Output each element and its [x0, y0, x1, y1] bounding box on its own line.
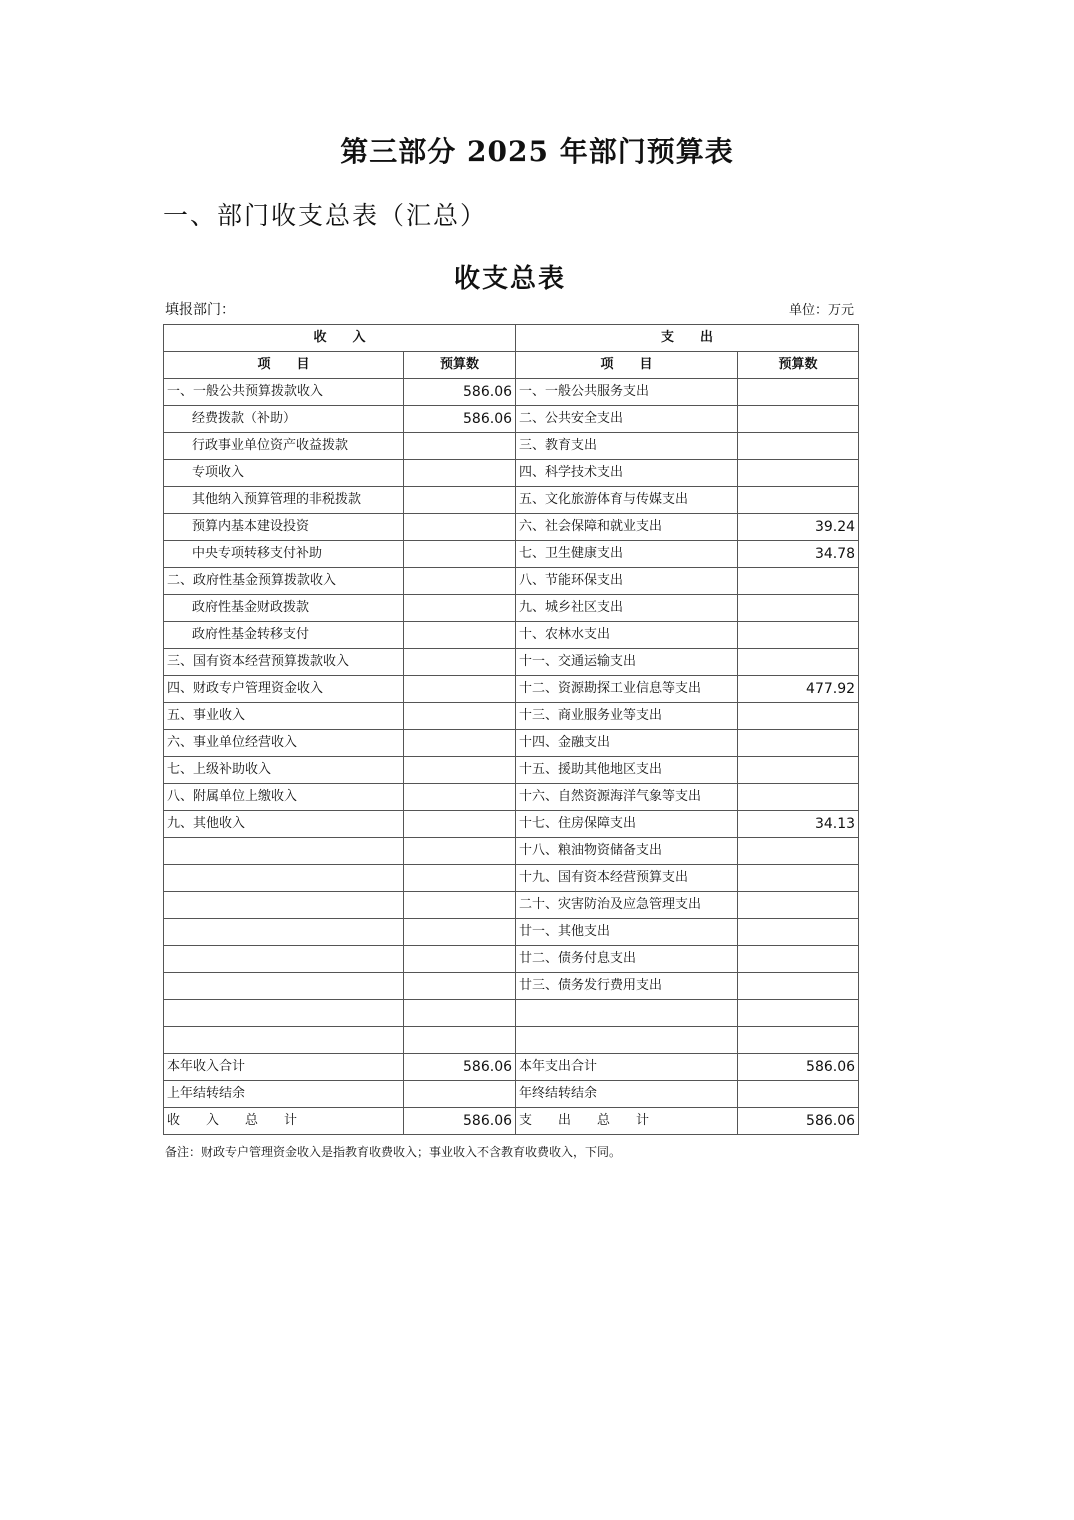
income-item-cell: 上年结转结余: [164, 1081, 404, 1108]
table-row: [164, 595, 859, 622]
income-header: 收 入: [164, 325, 516, 352]
income-value-cell: [404, 595, 516, 622]
expense-value-cell: 34.13: [738, 811, 859, 838]
expense-value-cell: [738, 487, 859, 514]
income-item-cell: [164, 865, 404, 892]
expense-value-cell: [738, 865, 859, 892]
expense-item-cell: 十一、交通运输支出: [516, 649, 738, 676]
expense-item-cell: 廿一、其他支出: [516, 919, 738, 946]
income-value-cell: [404, 730, 516, 757]
expense-item-cell: 十八、粮油物资储备支出: [516, 838, 738, 865]
expense-item-cell: 年终结转结余: [516, 1081, 738, 1108]
expense-value-cell: [738, 757, 859, 784]
income-value-cell: [404, 946, 516, 973]
table-row: [164, 946, 859, 973]
expense-item-cell: 十二、资源勘探工业信息等支出: [516, 676, 738, 703]
table-row: [164, 649, 859, 676]
income-item-cell: 八、附属单位上缴收入: [164, 784, 404, 811]
income-value-cell: [404, 649, 516, 676]
expense-value-cell: [738, 406, 859, 433]
expense-item-cell: 八、节能环保支出: [516, 568, 738, 595]
income-value-cell: [404, 433, 516, 460]
expense-value-cell: [738, 649, 859, 676]
income-item-cell: 二、政府性基金预算拨款收入: [164, 568, 404, 595]
expense-item-cell: 五、文化旅游体育与传媒支出: [516, 487, 738, 514]
expense-item-cell: 廿三、债务发行费用支出: [516, 973, 738, 1000]
table-row: [164, 973, 859, 1000]
expense-value-cell: [738, 568, 859, 595]
table-row: [164, 514, 859, 541]
expense-item-cell: 三、教育支出: [516, 433, 738, 460]
table-row: [164, 1081, 859, 1108]
expense-item-cell: 支 出 总 计: [516, 1108, 738, 1135]
income-item-cell: 七、上级补助收入: [164, 757, 404, 784]
expense-value-cell: 34.78: [738, 541, 859, 568]
table-row: [164, 865, 859, 892]
table-row: [164, 838, 859, 865]
expense-item-cell: 二、公共安全支出: [516, 406, 738, 433]
income-item-cell: 预算内基本建设投资: [164, 514, 404, 541]
expense-value-cell: [738, 1081, 859, 1108]
expense-value-cell: [738, 892, 859, 919]
income-item-cell: [164, 919, 404, 946]
income-value-cell: [404, 622, 516, 649]
expense-value-cell: [738, 460, 859, 487]
income-item-cell: 一、一般公共预算拨款收入: [164, 379, 404, 406]
income-value-cell: [404, 703, 516, 730]
expense-value-cell: [738, 1027, 859, 1054]
expense-value-cell: 477.92: [738, 676, 859, 703]
income-value-cell: [404, 487, 516, 514]
table-row: [164, 568, 859, 595]
expense-value-cell: [738, 622, 859, 649]
income-value-cell: [404, 865, 516, 892]
income-item-cell: 本年收入合计: [164, 1054, 404, 1081]
expense-item-cell: 十四、金融支出: [516, 730, 738, 757]
expense-item-cell: 十三、商业服务业等支出: [516, 703, 738, 730]
expense-budget-header: 预算数: [738, 352, 859, 379]
income-item-cell: [164, 838, 404, 865]
expense-item-cell: 十九、国有资本经营预算支出: [516, 865, 738, 892]
expense-item-cell: 十七、住房保障支出: [516, 811, 738, 838]
income-item-cell: 九、其他收入: [164, 811, 404, 838]
income-value-cell: [404, 1081, 516, 1108]
income-value-cell: [404, 757, 516, 784]
part-title: 第三部分 2025 年部门预算表: [340, 135, 734, 168]
expense-item-cell: 七、卫生健康支出: [516, 541, 738, 568]
expense-value-cell: 586.06: [738, 1054, 859, 1081]
expense-item-cell: 一、一般公共服务支出: [516, 379, 738, 406]
income-value-cell: [404, 784, 516, 811]
income-item-cell: 行政事业单位资产收益拨款: [164, 433, 404, 460]
expense-value-cell: 39.24: [738, 514, 859, 541]
table-title: 收支总表: [453, 264, 566, 294]
income-item-cell: 其他纳入预算管理的非税拨款: [164, 487, 404, 514]
table-row: [164, 1054, 859, 1081]
expense-value-cell: [738, 730, 859, 757]
income-item-header: 项 目: [164, 352, 404, 379]
expense-value-cell: [738, 838, 859, 865]
income-value-cell: 586.06: [404, 406, 516, 433]
expense-item-cell: 十六、自然资源海洋气象等支出: [516, 784, 738, 811]
income-item-cell: 三、国有资本经营预算拨款收入: [164, 649, 404, 676]
expense-item-cell: 十、农林水支出: [516, 622, 738, 649]
table-row: [164, 676, 859, 703]
expense-value-cell: [738, 784, 859, 811]
expense-item-cell: [516, 1000, 738, 1027]
expense-value-cell: [738, 1000, 859, 1027]
expense-value-cell: [738, 919, 859, 946]
income-item-cell: 政府性基金转移支付: [164, 622, 404, 649]
expense-value-cell: 586.06: [738, 1108, 859, 1135]
table-row: [164, 433, 859, 460]
income-item-cell: [164, 946, 404, 973]
table-row: [164, 622, 859, 649]
income-value-cell: [404, 460, 516, 487]
income-value-cell: [404, 541, 516, 568]
income-value-cell: [404, 1000, 516, 1027]
income-value-cell: [404, 568, 516, 595]
income-item-cell: [164, 1027, 404, 1054]
expense-item-cell: 二十、灾害防治及应急管理支出: [516, 892, 738, 919]
income-value-cell: [404, 838, 516, 865]
unit-label: 单位：万元: [788, 303, 854, 318]
expense-value-cell: [738, 973, 859, 1000]
budget-summary-table: [163, 324, 859, 1135]
income-item-cell: 五、事业收入: [164, 703, 404, 730]
income-value-cell: [404, 811, 516, 838]
table-row: [164, 487, 859, 514]
table-row: [164, 703, 859, 730]
income-value-cell: [404, 676, 516, 703]
income-item-cell: 收 入 总 计: [164, 1108, 404, 1135]
expense-value-cell: [738, 703, 859, 730]
income-item-cell: [164, 973, 404, 1000]
table-row: [164, 1027, 859, 1054]
income-item-cell: 专项收入: [164, 460, 404, 487]
expense-header: 支 出: [516, 325, 859, 352]
income-value-cell: [404, 919, 516, 946]
table-row: [164, 892, 859, 919]
income-item-cell: [164, 892, 404, 919]
income-value-cell: 586.06: [404, 379, 516, 406]
expense-item-cell: 六、社会保障和就业支出: [516, 514, 738, 541]
table-row: [164, 541, 859, 568]
table-subheader-row: [164, 352, 859, 379]
income-value-cell: 586.06: [404, 1054, 516, 1081]
table-row: [164, 811, 859, 838]
income-item-cell: 政府性基金财政拨款: [164, 595, 404, 622]
income-value-cell: [404, 514, 516, 541]
table-row: [164, 460, 859, 487]
fill-dept-label: 填报部门：: [165, 302, 235, 318]
expense-value-cell: [738, 595, 859, 622]
expense-value-cell: [738, 379, 859, 406]
expense-item-cell: 本年支出合计: [516, 1054, 738, 1081]
table-row: [164, 1000, 859, 1027]
expense-item-cell: 四、科学技术支出: [516, 460, 738, 487]
income-value-cell: [404, 892, 516, 919]
income-item-cell: 四、财政专户管理资金收入: [164, 676, 404, 703]
table-row: [164, 379, 859, 406]
table-row: [164, 784, 859, 811]
expense-value-cell: [738, 433, 859, 460]
income-item-cell: 经费拨款（补助）: [164, 406, 404, 433]
table-row: [164, 1108, 859, 1135]
income-item-cell: 六、事业单位经营收入: [164, 730, 404, 757]
expense-item-cell: 廿二、债务付息支出: [516, 946, 738, 973]
expense-item-header: 项 目: [516, 352, 738, 379]
income-item-cell: [164, 1000, 404, 1027]
table-row: [164, 406, 859, 433]
footnote: 备注：财政专户管理资金收入是指教育收费收入；事业收入不含教育收费收入，下同。: [165, 1145, 622, 1159]
income-value-cell: [404, 1027, 516, 1054]
income-budget-header: 预算数: [404, 352, 516, 379]
income-value-cell: 586.06: [404, 1108, 516, 1135]
income-value-cell: [404, 973, 516, 1000]
table-header-row: [164, 325, 859, 352]
expense-item-cell: [516, 1027, 738, 1054]
income-item-cell: 中央专项转移支付补助: [164, 541, 404, 568]
table-row: [164, 730, 859, 757]
table-row: [164, 919, 859, 946]
table-row: [164, 757, 859, 784]
expense-item-cell: 九、城乡社区支出: [516, 595, 738, 622]
expense-value-cell: [738, 946, 859, 973]
section-title: 一、部门收支总表（汇总）: [163, 201, 488, 230]
expense-item-cell: 十五、援助其他地区支出: [516, 757, 738, 784]
